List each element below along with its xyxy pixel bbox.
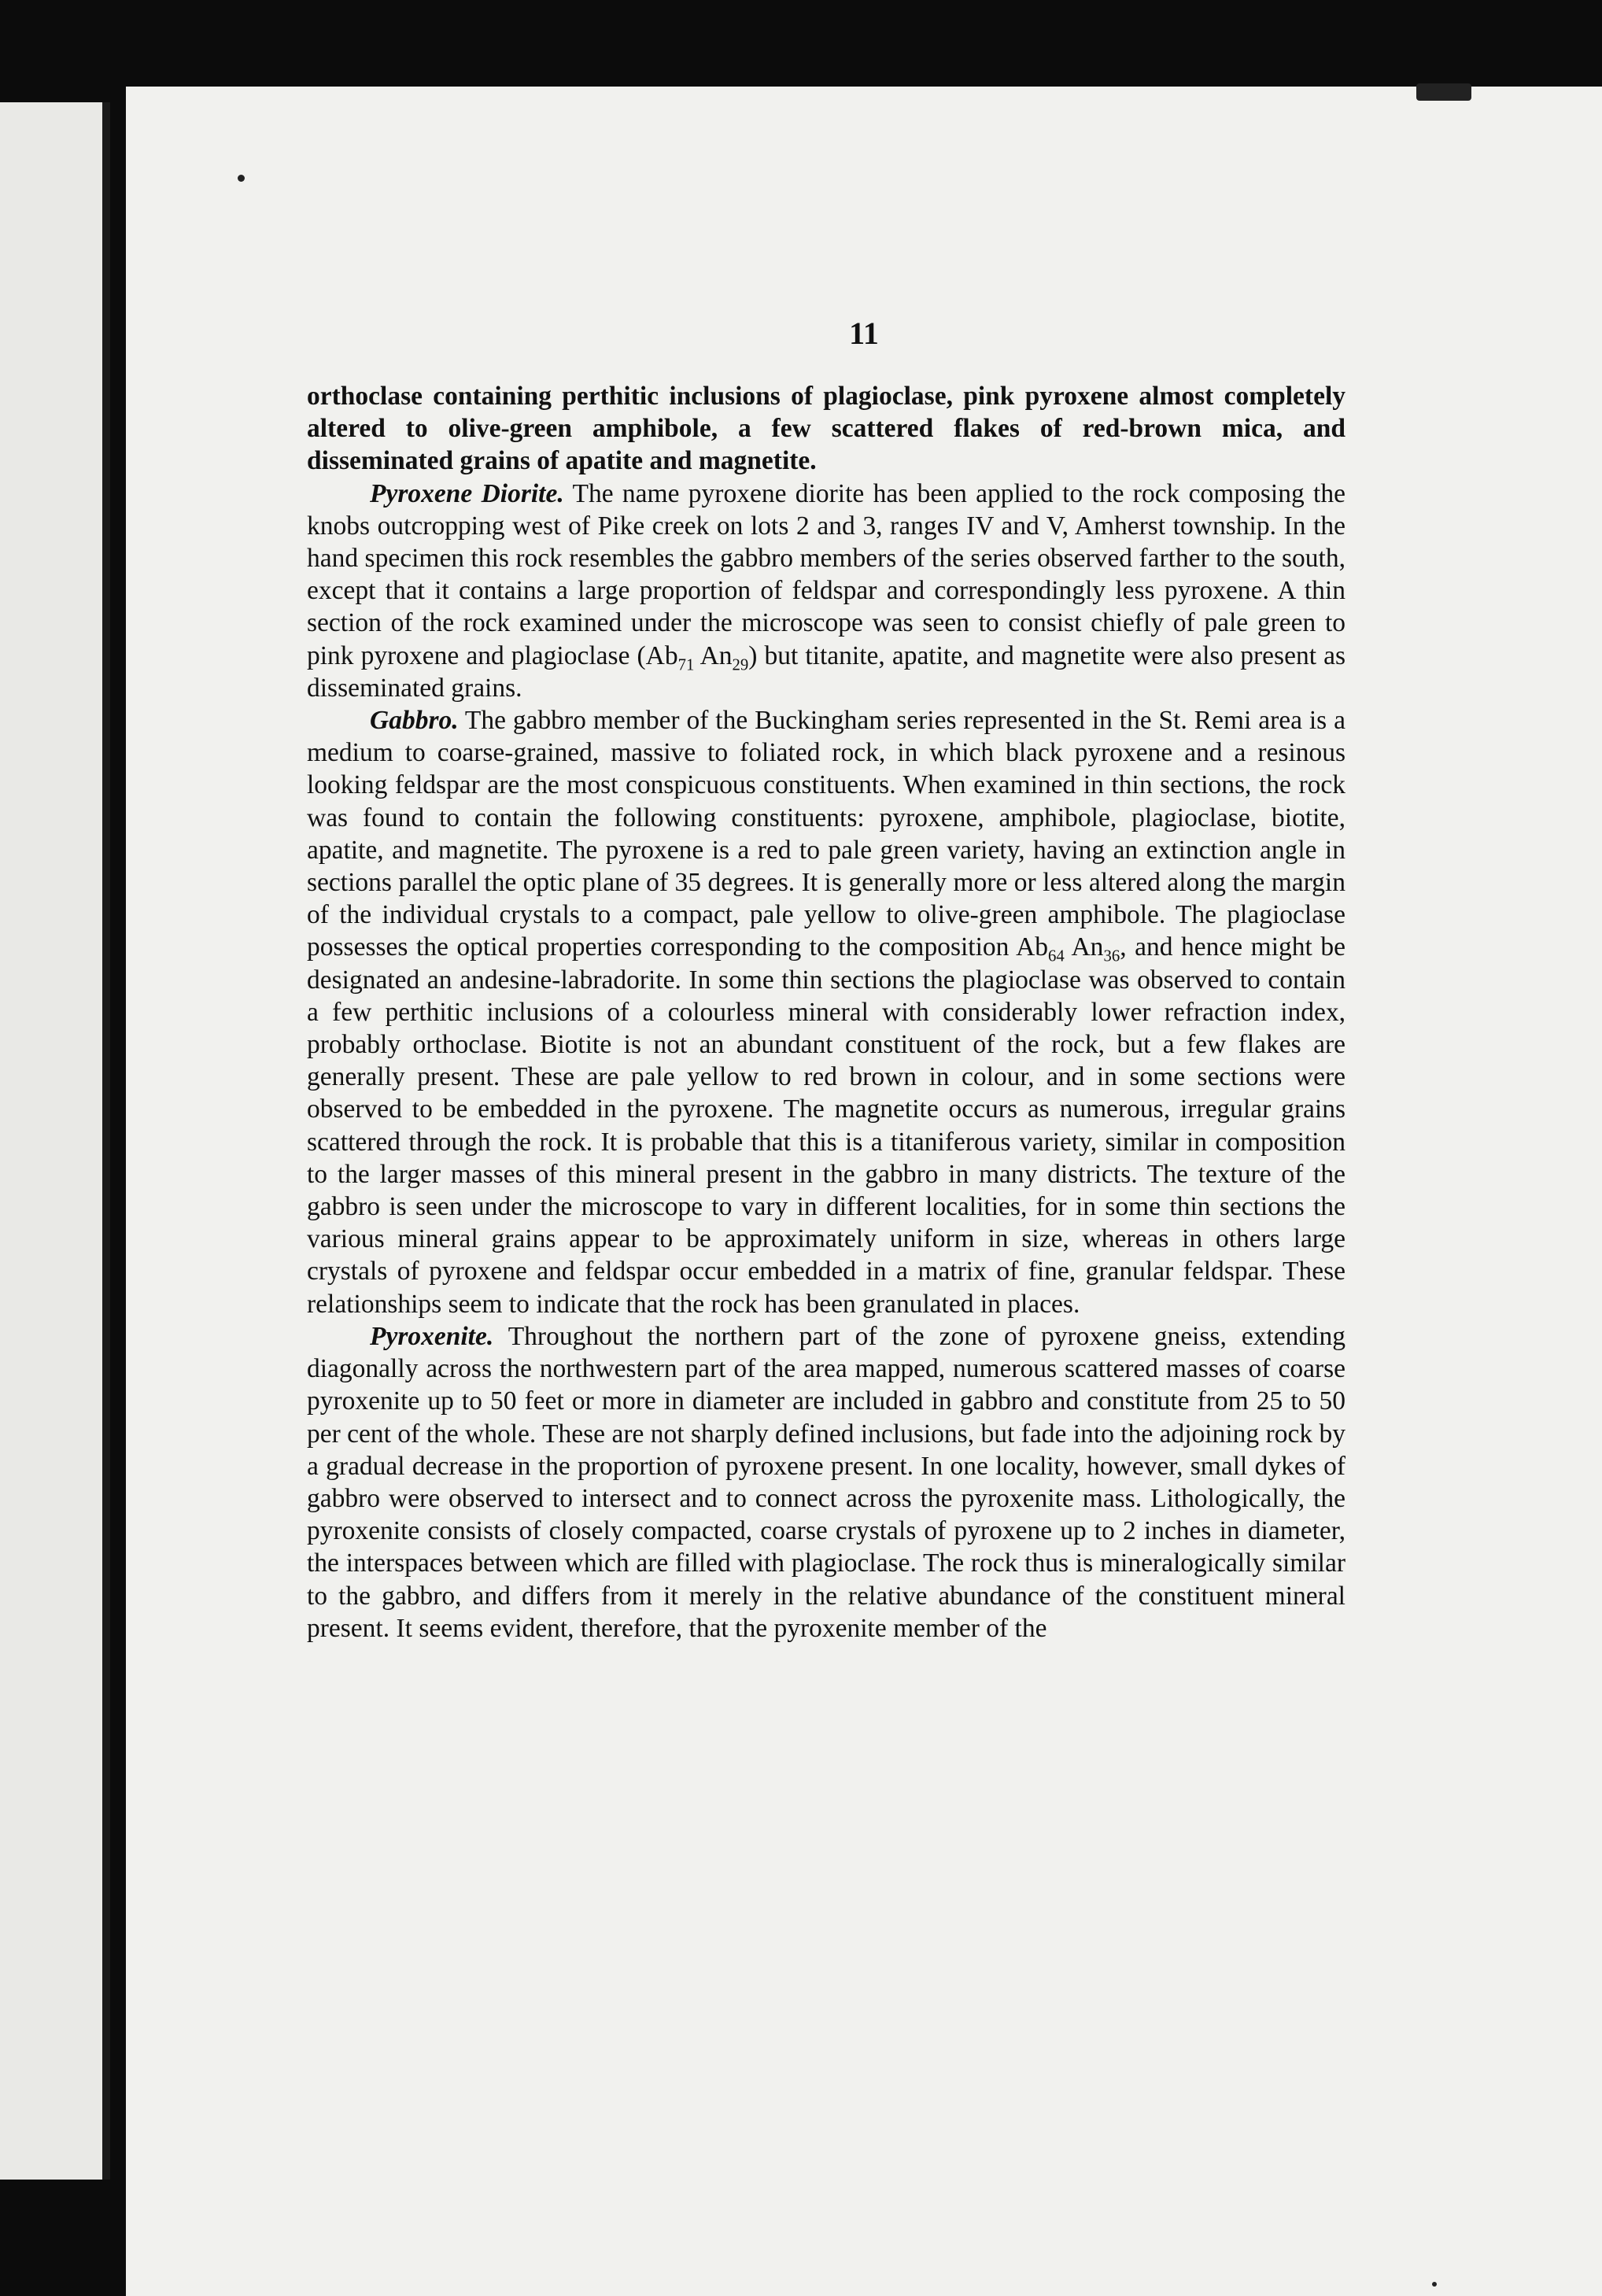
section-heading: Gabbro. [370, 706, 459, 736]
paragraph-text: An [694, 640, 733, 670]
scan-speck [1416, 83, 1471, 101]
paragraph-text: ) but titanite, apatite, and magnetite were also present as disseminated grains. [307, 640, 1345, 703]
paragraph-text: , and hence might be designated an andesine-labradorite. In some thin sections the plagioclase was observed to contain a few perthitic inclusions of a colourless mineral with considerably lower refraction index, probably orthoclase. Biotite is not an abundant constituent of the rock, but a few flakes are generally present. These are pale yellow to red brown in colour, and in some sections were observed to be embedded in the pyroxene. The magnetite occurs as numerous, irregular grains scattered through the rock. It is probable that this is a titaniferous variety, similar in composition to the larger masses of this mineral present in the gabbro in many districts. The texture of the gabbro is seen under the microscope to vary in different localities, for in some thin sections the various mineral grains appear to be approximately uniform in size, whereas in others large crystals of pyroxene and feldspar occur embedded in a matrix of fine, granular feldspar. These relationships seem to indicate that the rock has been granulated in places. [307, 932, 1345, 1319]
paragraph-pyroxene-diorite [307, 478, 1345, 704]
section-heading: Pyroxene Diorite. [370, 478, 564, 508]
subscript: 29 [732, 655, 749, 674]
page-number: 11 [849, 316, 879, 351]
scan-border-left [0, 102, 110, 2180]
paragraph-text: The gabbro member of the Buckingham series represented in the St. Remi area is a medium to coarse-grained, massive to foliated rock, in which black pyroxene and a resinous looking feldspar are the most conspicuous constituents. When examined in thin sections, the rock was found to contain the following constituents: pyroxene, amphibole, plagioclase, biotite, apatite, and magnetite. The pyroxene is a red to pale green variety, having an extinction angle in sections parallel the optic plane of 35 degrees. It is generally more or less altered along the margin of the individual crystals to a compact, pale yellow to olive-green amphibole. The plagioclase possesses the optical properties corresponding to the composition Ab [307, 706, 1345, 962]
paragraph-text: Throughout the northern part of the zone of pyroxene gneiss, extending diagonally across the northwestern part of the area mapped, numerous scattered masses of coarse pyroxenite up to 50 feet or more in diameter are included in gabbro and constitute from 25 to 50 per cent of the whole. These are not sharply defined inclusions, but fade into the adjoining rock by a gradual decrease in the proportion of pyroxene present. In one locality, however, small dykes of gabbro were observed to intersect and to connect across the pyroxenite mass. Lithologically, the pyroxenite consists of closely compacted, coarse crystals of pyroxene up to 2 inches in diameter, the interspaces between which are filled with plagioclase. The rock thus is mineralogically similar to the gabbro, and differs from it merely in the relative abundance of the constituent mineral present. It seems evident, therefore, that the pyroxenite member of the [307, 1321, 1345, 1643]
paragraph-gabbro [307, 704, 1345, 1320]
paragraph-text: orthoclase containing perthitic inclusions of plagioclase, pink pyroxene almost completely altered to olive-green amphibole, a few scattered flakes of red-brown mica, and disseminated grains of apatite and magnetite. [307, 382, 1345, 476]
subscript: 36 [1103, 947, 1120, 966]
paragraph-continued [307, 380, 1345, 478]
subscript: 64 [1048, 947, 1065, 966]
scan-speck [238, 175, 245, 182]
scan-speck [1432, 2282, 1437, 2287]
section-heading: Pyroxenite. [370, 1321, 494, 1351]
paragraph-pyroxenite [307, 1320, 1345, 1644]
document-page [126, 87, 1602, 2296]
paragraph-text: The name pyroxene diorite has been applied to the rock composing the knobs outcropping west of Pike creek on lots 2 and 3, ranges IV and V, Amherst township. In the hand specimen this rock resembles the gabbro members of the series observed farther to the south, except that it contains a large proportion of feldspar and correspondingly less pyroxene. A thin section of the rock examined under the microscope was seen to consist chiefly of pale green to pink pyroxene and plagioclase (Ab [307, 478, 1345, 670]
body-text [307, 380, 1345, 1644]
subscript: 71 [677, 655, 695, 674]
paragraph-text: An [1064, 932, 1104, 962]
